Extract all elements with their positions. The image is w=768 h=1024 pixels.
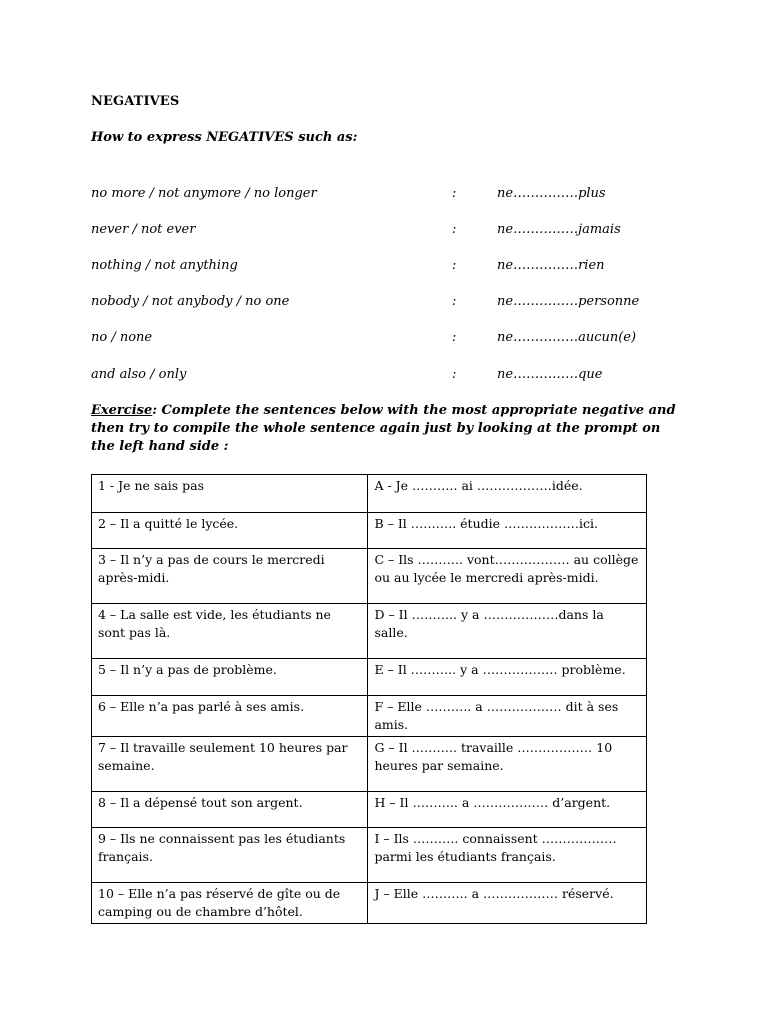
prompt-cell: 3 – Il n’y a pas de cours le mercredi après-midi.	[92, 549, 368, 604]
prompt-cell: 6 – Elle n’a pas parlé à ses amis.	[92, 696, 368, 737]
negative-row	[91, 367, 651, 385]
page-title: NEGATIVES	[91, 94, 180, 109]
prompt-cell: 5 – Il n’y a pas de problème.	[92, 659, 368, 696]
table-row	[92, 792, 647, 828]
answer-cell: H – Il ……….. a ……………… d’argent.	[368, 792, 647, 828]
answer-cell: J – Elle ……….. a ……………… réservé.	[368, 883, 647, 924]
page-subtitle: How to express NEGATIVES such as:	[91, 130, 358, 145]
table-row	[92, 475, 647, 513]
negative-row	[91, 294, 651, 312]
answer-cell: G – Il ……….. travaille ……………… 10 heures par semaine.	[368, 737, 647, 792]
table-row	[92, 883, 647, 924]
negative-colon: :	[452, 186, 457, 201]
table-row	[92, 659, 647, 696]
exercise-text: : Complete the sentences below with the most appropriate negative and then try to compile the whole sentence again just by looking at the prompt on the left hand side :	[91, 403, 676, 454]
exercise-instructions	[91, 402, 681, 456]
negative-meaning: nobody / not anybody / no one	[91, 294, 290, 309]
answer-cell: A - Je ……….. ai ………………idée.	[368, 475, 647, 513]
prompt-cell: 4 – La salle est vide, les étudiants ne sont pas là.	[92, 604, 368, 659]
table-row	[92, 549, 647, 604]
answer-cell: C – Ils ……….. vont……………… au collège ou au lycée le mercredi après-midi.	[368, 549, 647, 604]
exercise-label: Exercise	[91, 403, 153, 418]
negative-row	[91, 330, 651, 348]
negative-meaning: and also / only	[91, 367, 187, 382]
prompt-cell: 7 – Il travaille seulement 10 heures par semaine.	[92, 737, 368, 792]
negative-meaning: no more / not anymore / no longer	[91, 186, 317, 201]
negative-french: ne……………personne	[497, 294, 640, 309]
negative-row	[91, 186, 651, 204]
negative-french: ne……………aucun(e)	[497, 330, 637, 345]
negative-row	[91, 222, 651, 240]
negative-colon: :	[452, 294, 457, 309]
prompt-cell: 9 – Ils ne connaissent pas les étudiants français.	[92, 828, 368, 883]
answer-cell: F – Elle ……….. a ……………… dit à ses amis.	[368, 696, 647, 737]
negative-colon: :	[452, 258, 457, 273]
answer-cell: I – Ils ……….. connaissent ……………… parmi les étudiants français.	[368, 828, 647, 883]
negative-french: ne……………rien	[497, 258, 605, 273]
negative-meaning: nothing / not anything	[91, 258, 238, 273]
table-row	[92, 604, 647, 659]
prompt-cell: 8 – Il a dépensé tout son argent.	[92, 792, 368, 828]
negative-colon: :	[452, 222, 457, 237]
table-row	[92, 513, 647, 549]
negative-colon: :	[452, 330, 457, 345]
negative-french: ne……………que	[497, 367, 603, 382]
prompt-cell: 1 - Je ne sais pas	[92, 475, 368, 513]
answer-cell: D – Il ……….. y a ………………dans la salle.	[368, 604, 647, 659]
negative-french: ne……………plus	[497, 186, 606, 201]
negative-meaning: never / not ever	[91, 222, 196, 237]
negative-french: ne……………jamais	[497, 222, 621, 237]
table-row	[92, 737, 647, 792]
negative-colon: :	[452, 367, 457, 382]
prompt-cell: 10 – Elle n’a pas réservé de gîte ou de camping ou de chambre d’hôtel.	[92, 883, 368, 924]
answer-cell: B – Il ……….. étudie ………………ici.	[368, 513, 647, 549]
negative-row	[91, 258, 651, 276]
answer-cell: E – Il ……….. y a ……………… problème.	[368, 659, 647, 696]
table-row	[92, 696, 647, 737]
exercise-table	[91, 474, 647, 924]
negative-meaning: no / none	[91, 330, 153, 345]
prompt-cell: 2 – Il a quitté le lycée.	[92, 513, 368, 549]
table-row	[92, 828, 647, 883]
